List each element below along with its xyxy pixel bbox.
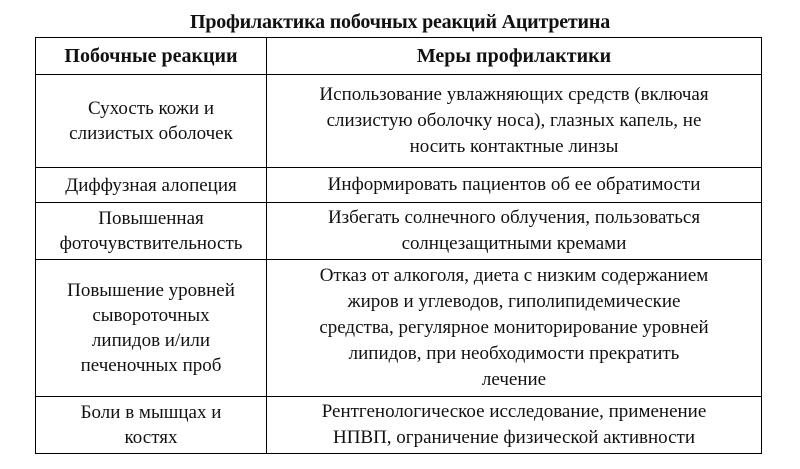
reaction-line: Сухость кожи и [87, 98, 215, 119]
table-row [36, 74, 761, 167]
prevention-line: Избегать солнечного облучения, пользоваться [327, 207, 701, 228]
reaction-line: Боли в мышцах и [80, 402, 222, 423]
reaction-line: костях [124, 427, 178, 448]
reaction-line: Повышение уровней [67, 280, 235, 301]
prevention-cell [267, 203, 761, 259]
reaction-line: Повышенная [98, 208, 204, 229]
reaction-line: сывороточных [92, 305, 210, 326]
table-header-row [36, 38, 761, 74]
reaction-cell [36, 203, 267, 259]
prevention-line: Использование увлажняющих средств (включая [319, 84, 709, 105]
table-row [36, 167, 761, 202]
table-row [36, 259, 761, 396]
reaction-cell [36, 260, 267, 396]
prevention-cell [267, 260, 761, 396]
prevention-line: слизистую оболочку носа), глазных капель, не [326, 110, 702, 131]
table-row [36, 202, 761, 259]
prevention-line: липидов, при необходимости прекратить [348, 343, 680, 364]
reaction-cell [36, 75, 267, 167]
reaction-line: липидов и/или [91, 330, 211, 351]
table-row [36, 396, 761, 453]
reaction-line: печеночных проб [80, 355, 222, 376]
reaction-line: фоточувствительность [59, 233, 243, 254]
prevention-line: НПВП, ограничение физической активности [332, 427, 696, 448]
side-effects-table [35, 37, 762, 454]
prevention-line: носить контактные линзы [409, 136, 619, 157]
header-side-effects: Побочные реакции [36, 38, 267, 74]
table-title: Профилактика побочных реакций Ацитретина [189, 11, 611, 33]
reaction-cell [36, 397, 267, 453]
prevention-cell [267, 168, 761, 202]
header-prevention: Меры профилактики [416, 45, 612, 67]
reaction-line: слизистых оболочек [69, 123, 233, 144]
prevention-line: Отказ от алкоголя, диета с низким содержанием [319, 265, 709, 286]
prevention-line: солнцезащитными кремами [401, 233, 627, 254]
prevention-line: лечение [481, 369, 547, 390]
prevention-line: Информировать пациентов об ее обратимости [327, 174, 701, 195]
reaction-line: Диффузная алопеция [65, 174, 237, 196]
prevention-cell [267, 75, 761, 167]
prevention-line: жиров и углеводов, гиполипидемические [347, 291, 681, 312]
prevention-line: Рентгенологическое исследование, применение [321, 401, 707, 422]
prevention-cell [267, 397, 761, 453]
reaction-cell [36, 168, 267, 202]
prevention-line: средства, регулярное мониторирование уровней [319, 317, 709, 338]
